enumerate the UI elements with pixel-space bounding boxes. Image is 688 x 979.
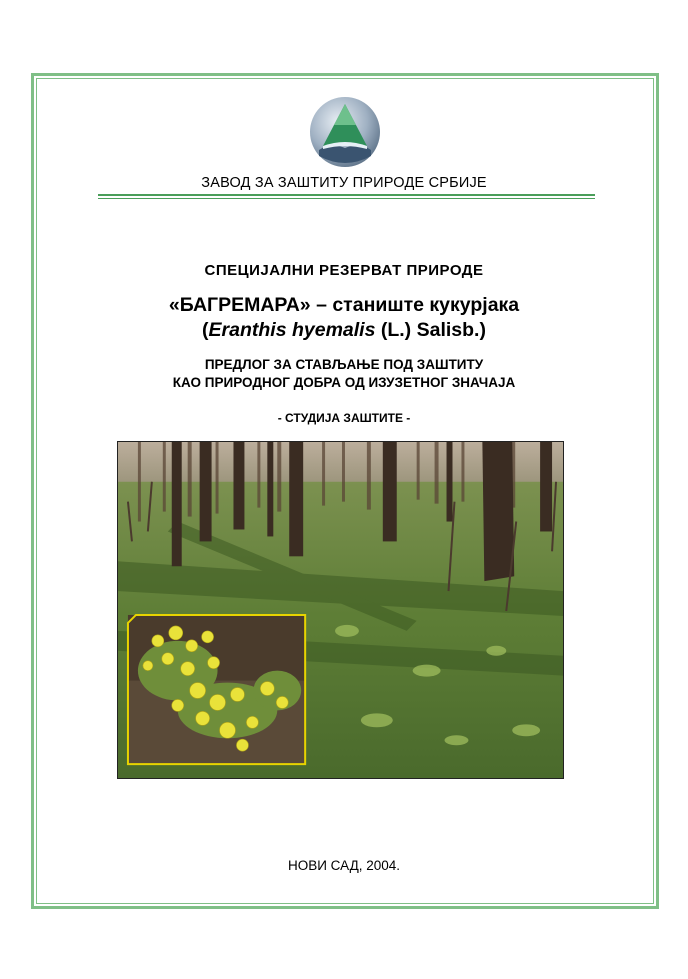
place-and-year: НОВИ САД, 2004. <box>287 858 401 873</box>
institution-name: ЗАВОД ЗА ЗАШТИТУ ПРИРОДЕ СРБИЈЕ <box>201 175 487 191</box>
institute-logo-icon <box>309 96 381 168</box>
species-authority: (L.) Salisb.) <box>375 319 486 341</box>
inset-photo <box>128 615 305 764</box>
proposal-line-2: КАО ПРИРОДНОГ ДОБРА ОД ИЗУЗЕТНОГ ЗНАЧАЈА <box>172 375 516 390</box>
study-label: - СТУДИЈА ЗАШТИТЕ - <box>277 411 411 425</box>
header-divider <box>98 194 595 196</box>
reserve-type-title: СПЕЦИЈАЛНИ РЕЗЕРВАТ ПРИРОДЕ <box>204 262 484 279</box>
header-divider-thin <box>98 198 595 199</box>
species-title: (Eranthis hyemalis (L.) Salisb.) <box>202 319 486 341</box>
species-name: Eranthis hyemalis <box>208 319 376 341</box>
cover-photo <box>117 441 564 779</box>
reserve-name-title: «БАГРЕМАРА» – станиште кукурјака <box>168 294 520 316</box>
proposal-line-1: ПРЕДЛОГ ЗА СТАВЉАЊЕ ПОД ЗАШТИТУ <box>204 357 484 372</box>
